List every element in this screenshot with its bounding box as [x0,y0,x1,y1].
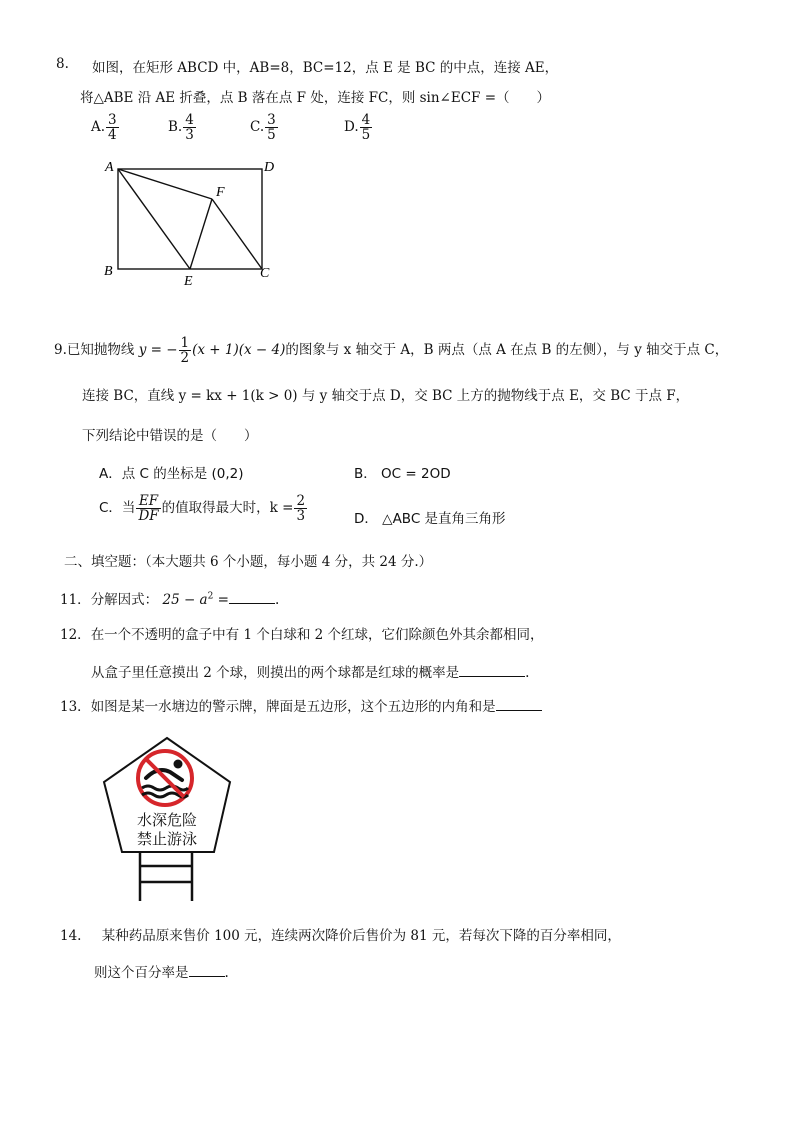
segment-fc [212,199,262,269]
q8-option-d-key: D. [344,119,359,136]
q13 [60,695,542,715]
q8-option-a-key: A. [91,119,106,136]
q8-option-a-den: 4 [108,127,117,144]
q12-number: 12． [60,627,91,643]
label-e: E [184,274,193,289]
q8-option-b-num: 4 [185,112,194,128]
q8-option-d [344,113,373,142]
label-d: D [264,160,275,175]
q14-end: . [224,965,229,981]
q12-line2 [91,661,529,681]
q8-text-line2: 将△ABE 沿 AE 折叠，点 B 落在点 F 处，连接 FC，则 sin∠ECF =（ ） [80,90,551,106]
q9-option-c [99,494,308,523]
q11-equals: = [217,592,229,608]
q8-option-d-num: 4 [361,112,371,128]
rectangle-abcd [118,169,262,269]
label-c: C [260,266,270,281]
q13-text: 如图是某一水塘边的警示牌，牌面是五边形，这个五边形的内角和是 [90,699,496,715]
q8-option-c [250,113,279,142]
q11-text: 分解因式： [90,592,159,608]
q9-option-c-b: 的值取得最大时，k = [161,500,294,517]
q11-end: . [274,592,280,608]
q8-option-c-num: 3 [267,112,276,128]
q9-line1 [54,336,728,365]
q14-text-2: 则这个百分率是 [94,965,189,981]
q9-line1-b: 的图象与 x 轴交于 A，B 两点（点 A 在点 B 的左侧），与 y 轴交于点 C， [285,342,729,359]
q8-option-d-den: 5 [361,127,371,144]
q14-number: 14. [60,928,82,944]
label-f: F [216,185,225,200]
q8-option-b [168,113,197,142]
q9-number: 9. [54,342,67,359]
q14-text-1: 某种药品原来售价 100 元，连续两次降价后售价为 81 元，若每次下降的百分率相同， [101,928,621,944]
q11-answer-blank[interactable] [229,590,275,605]
q13-number: 13． [60,699,91,715]
q12-answer-blank[interactable] [459,663,525,678]
q9-line1-a: 已知抛物线 [66,342,135,359]
sign-text-line2: 禁止游泳 [136,830,198,848]
q12-end: . [525,665,530,681]
label-b: B [104,264,113,279]
sign-text-line1: 水深危险 [136,811,198,829]
q12-text-2: 从盒子里任意摸出 2 个球，则摸出的两个球都是红球的概率是 [91,665,460,681]
no-swimming-icon [138,751,192,805]
q11-number: 11． [60,592,91,608]
q14-line1 [60,924,621,944]
warning-sign-figure [100,736,236,904]
sign-post [140,852,192,901]
q11-exponent: 2 [207,591,214,602]
q9-line2: 连接 BC，直线 y = kx + 1(k > 0) 与 y 轴交于点 D，交 BC 上方的抛物线于点 E，交 BC 于点 F， [82,388,690,404]
q8-option-b-den: 3 [185,127,194,144]
q9-line3: 下列结论中错误的是（ ） [82,428,258,444]
q9-eq-rhs: (x + 1)(x − 4) [192,342,286,359]
q8-option-c-den: 5 [267,127,276,144]
q9-option-b: B． OC = 2OD [354,466,451,482]
q9-frac-den: 2 [180,350,190,367]
q8-option-a-num: 3 [108,112,117,128]
q12-text-1: 在一个不透明的盒子中有 1 个白球和 2 个红球，它们除颜色外其余都相同， [90,627,544,643]
segment-ae [118,169,190,269]
q13-answer-blank[interactable] [496,697,542,712]
q8-number: 8. [56,56,69,72]
segment-fe [190,199,212,269]
q9-option-c-kden: 3 [296,508,306,525]
q14-answer-blank[interactable] [189,963,225,978]
q9-option-a: A．点 C 的坐标是 (0,2) [99,466,244,482]
q8-text-line1: 如图，在矩形 ABCD 中，AB=8，BC=12，点 E 是 BC 的中点，连接 AE， [92,60,559,76]
q8-option-a [91,113,120,142]
q14-line2 [94,961,229,981]
q11 [60,588,279,608]
section-2-heading: 二、填空题：（本大题共 6 个小题，每小题 4 分，共 24 分.） [64,554,433,570]
q9-frac-num: 1 [180,335,190,351]
q9-option-c-a: C．当 [99,500,136,517]
q12-line1 [60,623,544,643]
q8-rectangle-figure [100,155,290,290]
q8-option-c-key: C. [250,119,265,136]
q9-eq-lhs: y = − [138,342,178,359]
q9-option-d: D． △ABC 是直角三角形 [354,511,506,527]
label-a: A [105,160,114,175]
segment-af [118,169,212,199]
q9-option-c-num: EF [136,494,160,509]
q9-option-c-knum: 2 [296,493,306,509]
q9-option-c-den: DF [138,508,159,525]
q11-expr: 25 − a [162,592,208,608]
q8-option-b-key: B. [168,119,183,136]
